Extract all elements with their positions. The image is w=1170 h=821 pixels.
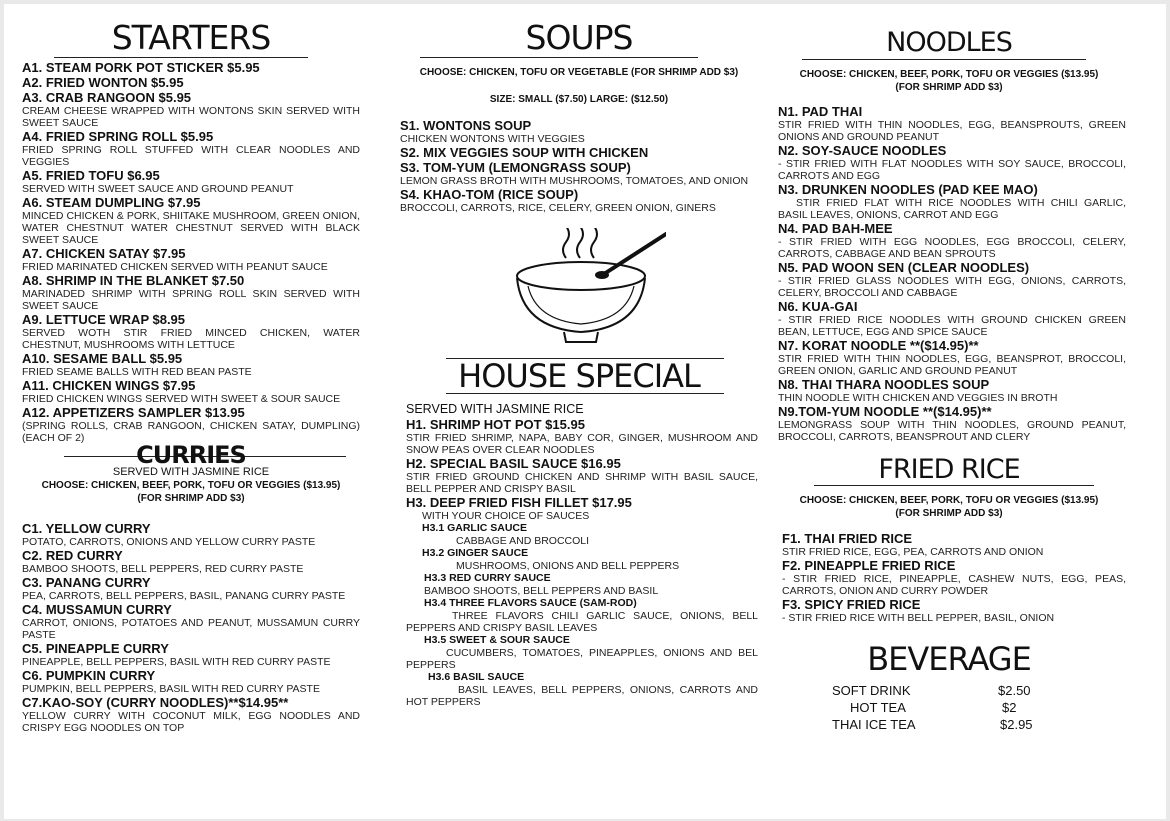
menu-item (400, 118, 758, 145)
menu-item (22, 195, 360, 246)
sauce-item (406, 547, 758, 572)
item-desc: SERVED WOTH STIR FRIED MINCED CHICKEN, WATER CHESTNUT, MUSHROOMS WITH LETTUCE (22, 327, 360, 351)
menu-item (406, 456, 758, 495)
menu-item (778, 182, 1126, 221)
menu-item (22, 246, 360, 273)
menu-item (400, 187, 758, 214)
menu-item (778, 338, 1126, 377)
fried-rice-choose: CHOOSE: CHICKEN, BEEF, PORK, TOFU OR VEGGIES ($13.95) (799, 495, 1099, 506)
item-desc: CREAM CHEESE WRAPPED WITH WONTONS SKIN SERVED WITH SWEET SAUCE (22, 105, 360, 129)
item-name: C3. PANANG CURRY (22, 575, 151, 590)
menu-item (782, 531, 1126, 558)
starters-title: STARTERS (111, 18, 271, 57)
item-name: F3. SPICY FRIED RICE (782, 597, 921, 612)
item-name: A4. FRIED SPRING ROLL $5.95 (22, 129, 214, 144)
menu-item (778, 221, 1126, 260)
sauce-desc: MUSHROOMS, ONIONS AND BELL PEPPERS (456, 560, 680, 572)
column-middle (400, 4, 758, 708)
menu-sheet (4, 4, 1166, 819)
item-name: S4. KHAO-TOM (RICE SOUP) (400, 187, 579, 202)
item-name: H2. SPECIAL BASIL SAUCE $16.95 (406, 456, 621, 471)
item-name: A5. FRIED TOFU $6.95 (22, 168, 160, 183)
item-name: N7. KORAT NOODLE **($14.95)** (778, 338, 979, 353)
item-desc: STIR FRIED GROUND CHICKEN AND SHRIMP WITH BASIL SAUCE, BELL PEPPER AND CRISPY BASIL (406, 471, 758, 495)
menu-item (22, 405, 360, 444)
menu-item (400, 145, 758, 160)
menu-item (406, 417, 758, 456)
sauce-desc: CUCUMBERS, TOMATOES, PINEAPPLES, ONIONS AND BEL PEPPERS (406, 647, 758, 671)
item-desc: YELLOW CURRY WITH COCONUT MILK, EGG NOODLES AND CRISPY EGG NOODLES ON TOP (22, 710, 360, 734)
menu-item (22, 129, 360, 168)
item-name: H3. DEEP FRIED FISH FILLET $17.95 (406, 495, 632, 510)
column-left (22, 4, 360, 734)
sauce-name: H3.3 RED CURRY SAUCE (424, 572, 551, 584)
item-desc: FRIED CHICKEN WINGS SERVED WITH SWEET & SOUR SAUCE (22, 393, 341, 405)
fried-rice-shrimp: (FOR SHRIMP ADD $3) (895, 508, 1003, 519)
item-name: F2. PINEAPPLE FRIED RICE (782, 558, 956, 573)
sauce-name: H3.1 GARLIC SAUCE (422, 522, 528, 534)
item-desc: MINCED CHICKEN & PORK, SHIITAKE MUSHROOM, GREEN ONION, WATER CHESTNUT WATER CHESTNUT SERVED WITH BLACK SWEET SAUCE (22, 210, 360, 246)
sauce-item (406, 634, 758, 671)
item-desc: LEMONGRASS SOUP WITH THIN NOODLES, GROUND PEANUT, BROCCOLI, CARROTS, BEANSPROUT AND CLERY (778, 419, 1126, 443)
item-desc: POTATO, CARROTS, ONIONS AND YELLOW CURRY PASTE (22, 536, 316, 548)
item-name: A1. STEAM PORK POT STICKER $5.95 (22, 60, 260, 75)
item-desc: CARROT, ONIONS, POTATOES AND PEANUT, MUSSAMUN CURRY PASTE (22, 617, 360, 641)
beverage-list (772, 682, 1126, 736)
sauce-list (406, 522, 758, 708)
menu-item (406, 495, 758, 522)
sauce-desc: BAMBOO SHOOTS, BELL PEPPERS AND BASIL (424, 585, 659, 597)
item-name: N6. KUA-GAI (778, 299, 858, 314)
menu-item (778, 104, 1126, 143)
menu-item (22, 548, 360, 575)
menu-item (22, 521, 360, 548)
item-desc: STIR FRIED WITH THIN NOODLES, EGG, BEANSPROUTS, GREEN ONIONS AND GROUND PEANUT (778, 119, 1126, 143)
sauce-name: H3.2 GINGER SAUCE (422, 547, 529, 559)
item-desc: STIR FRIED FLAT WITH RICE NOODLES WITH CHILI GARLIC, BASIL LEAVES, ONIONS, CARROT AND EGG (778, 197, 1126, 221)
item-desc: CHICKEN WONTONS WITH VEGGIES (400, 133, 585, 145)
item-name: N2. SOY-SAUCE NOODLES (778, 143, 947, 158)
soups-choose: CHOOSE: CHICKEN, TOFU OR VEGETABLE (FOR SHRIMP ADD $3) (419, 67, 739, 78)
menu-item (22, 695, 360, 734)
menu-item (22, 602, 360, 641)
item-desc: - STIR FRIED WITH EGG NOODLES, EGG BROCCOLI, CELERY, CARROTS, CABBAGE AND BEAN SPROUTS (778, 236, 1126, 260)
item-name: A2. FRIED WONTON $5.95 (22, 75, 184, 90)
menu-item (22, 641, 360, 668)
curries-title: CURRIES (136, 441, 246, 469)
item-desc: - STIR FRIED WITH FLAT NOODLES WITH SOY SAUCE, BROCCOLI, CARROTS AND EGG (778, 158, 1126, 182)
menu-item (778, 143, 1126, 182)
menu-item (22, 75, 360, 90)
item-desc: - STIR FRIED GLASS NOODLES WITH EGG, ONIONS, CARROTS, CELERY, BROCCOLI AND CABBAGE (778, 275, 1126, 299)
item-desc: BAMBOO SHOOTS, BELL PEPPERS, RED CURRY PASTE (22, 563, 304, 575)
sauce-desc: BASIL LEAVES, BELL PEPPERS, ONIONS, CARROTS AND HOT PEPPERS (406, 684, 758, 708)
item-name: H1. SHRIMP HOT POT $15.95 (406, 417, 585, 432)
curries-choose: CHOOSE: CHICKEN, BEEF, PORK, TOFU OR VEGGIES ($13.95) (41, 480, 341, 491)
item-name: S2. MIX VEGGIES SOUP WITH CHICKEN (400, 145, 649, 160)
menu-item (782, 597, 1126, 624)
sauce-name: H3.4 THREE FLAVORS SAUCE (SAM-ROD) (424, 597, 637, 609)
item-name: A7. CHICKEN SATAY $7.95 (22, 246, 186, 261)
sauce-item (406, 597, 758, 634)
item-desc: PEA, CARROTS, BELL PEPPERS, BASIL, PANANG CURRY PASTE (22, 590, 346, 602)
beverage-price: $2.50 (998, 683, 1031, 698)
menu-item (22, 575, 360, 602)
item-desc: FRIED MARINATED CHICKEN SERVED WITH PEANUT SAUCE (22, 261, 328, 273)
soup-bowl-icon (506, 228, 666, 348)
item-name: C4. MUSSAMUN CURRY (22, 602, 172, 617)
item-name: N5. PAD WOON SEN (CLEAR NOODLES) (778, 260, 1030, 275)
starters-rule (54, 57, 308, 58)
item-desc: STIR FRIED RICE, EGG, PEA, CARROTS AND ONION (782, 546, 1044, 558)
menu-item (22, 668, 360, 695)
fried-rice-title: FRIED RICE (878, 454, 1020, 485)
soups-title: SOUPS (525, 18, 633, 57)
item-name: A6. STEAM DUMPLING $7.95 (22, 195, 201, 210)
beverage-name: HOT TEA (850, 700, 906, 715)
item-name: A3. CRAB RANGOON $5.95 (22, 90, 192, 105)
fried-rice-rule (814, 485, 1094, 486)
beverage-title: BEVERAGE (867, 640, 1031, 678)
sauce-name: H3.5 SWEET & SOUR SAUCE (424, 634, 570, 646)
house-served: SERVED WITH JASMINE RICE (406, 402, 584, 416)
item-name: A10. SESAME BALL $5.95 (22, 351, 183, 366)
house-title: HOUSE SPECIAL (458, 357, 700, 395)
item-desc: - STIR FRIED RICE WITH BELL PEPPER, BASIL, ONION (782, 612, 1055, 624)
item-name: A12. APPETIZERS SAMPLER $13.95 (22, 405, 245, 420)
menu-item (22, 378, 360, 405)
item-desc: PUMPKIN, BELL PEPPERS, BASIL WITH RED CURRY PASTE (22, 683, 320, 695)
beverage-price: $2 (1002, 700, 1017, 715)
item-name: N4. PAD BAH-MEE (778, 221, 893, 236)
soups-size: SIZE: SMALL ($7.50) LARGE: ($12.50) (489, 94, 669, 105)
item-name: A8. SHRIMP IN THE BLANKET $7.50 (22, 273, 245, 288)
noodles-choose: CHOOSE: CHICKEN, BEEF, PORK, TOFU OR VEGGIES ($13.95) (799, 69, 1099, 80)
item-desc: FRIED SPRING ROLL STUFFED WITH CLEAR NOODLES AND VEGGIES (22, 144, 360, 168)
fried-rice-list (772, 531, 1126, 624)
item-desc: PINEAPPLE, BELL PEPPERS, BASIL WITH RED CURRY PASTE (22, 656, 331, 668)
item-name: C7.KAO-SOY (CURRY NOODLES)**$14.95** (22, 695, 289, 710)
item-desc: - STIR FRIED RICE NOODLES WITH GROUND CHICKEN GREEN BEAN, LETTUCE, EGG AND SPICE SAUCE (778, 314, 1126, 338)
menu-item (400, 160, 758, 187)
menu-item (778, 404, 1126, 443)
menu-item (22, 168, 360, 195)
sauce-desc: CABBAGE AND BROCCOLI (456, 535, 590, 547)
item-name: S1. WONTONS SOUP (400, 118, 532, 133)
item-name: C2. RED CURRY (22, 548, 123, 563)
item-desc: THIN NOODLE WITH CHICKEN AND VEGGIES IN BROTH (778, 392, 1058, 404)
curries-list (22, 521, 360, 734)
item-name: A9. LETTUCE WRAP $8.95 (22, 312, 186, 327)
sauce-desc: THREE FLAVORS CHILI GARLIC SAUCE, ONIONS, BELL PEPPERS AND CRISPY BASIL LEAVES (406, 610, 758, 634)
menu-item (778, 377, 1126, 404)
sauce-item (406, 671, 758, 708)
menu-item (22, 312, 360, 351)
menu-item (22, 273, 360, 312)
item-name: N3. DRUNKEN NOODLES (PAD KEE MAO) (778, 182, 1038, 197)
soups-rule (420, 57, 698, 58)
item-desc: SERVED WITH SWEET SAUCE AND GROUND PEANUT (22, 183, 294, 195)
menu-item (22, 60, 360, 75)
item-desc: BROCCOLI, CARROTS, RICE, CELERY, GREEN ONION, GINERS (400, 202, 716, 214)
noodles-rule (802, 59, 1086, 60)
item-name: N9.TOM-YUM NOODLE **($14.95)** (778, 404, 992, 419)
item-name: N1. PAD THAI (778, 104, 863, 119)
item-name: C6. PUMPKIN CURRY (22, 668, 156, 683)
menu-item (778, 299, 1126, 338)
starters-list (22, 60, 360, 444)
item-desc: LEMON GRASS BROTH WITH MUSHROOMS, TOMATOES, AND ONION (400, 175, 749, 187)
menu-item (22, 351, 360, 378)
noodles-shrimp: (FOR SHRIMP ADD $3) (895, 82, 1003, 93)
house-list (400, 417, 758, 708)
item-name: F1. THAI FRIED RICE (782, 531, 913, 546)
menu-item (782, 558, 1126, 597)
column-right (772, 4, 1126, 736)
sauce-item (406, 572, 758, 597)
beverage-price: $2.95 (1000, 717, 1033, 732)
noodles-list (772, 104, 1126, 443)
menu-item (778, 260, 1126, 299)
sauce-name: H3.6 BASIL SAUCE (428, 671, 525, 683)
item-desc: STIR FRIED WITH THIN NOODLES, EGG, BEANSPROT, BROCCOLI, GREEN ONION, GARLIC AND GROUND PEANUT (778, 353, 1126, 377)
curries-shrimp: (FOR SHRIMP ADD $3) (137, 493, 245, 504)
curries-served: SERVED WITH JASMINE RICE (112, 466, 270, 478)
noodles-title: NOODLES (886, 27, 1012, 58)
item-name: S3. TOM-YUM (LEMONGRASS SOUP) (400, 160, 631, 175)
item-name: N8. THAI THARA NOODLES SOUP (778, 377, 990, 392)
item-desc: WITH YOUR CHOICE OF SAUCES (422, 510, 590, 522)
item-name: A11. CHICKEN WINGS $7.95 (22, 378, 196, 393)
item-desc: (SPRING ROLLS, CRAB RANGOON, CHICKEN SATAY, DUMPLING)(EACH OF 2) (22, 420, 360, 444)
menu-item (22, 90, 360, 129)
item-desc: - STIR FRIED RICE, PINEAPPLE, CASHEW NUTS, EGG, PEAS, CARROTS, ONION AND CURRY POWDER (782, 573, 1126, 597)
item-name: C1. YELLOW CURRY (22, 521, 151, 536)
soups-list (400, 118, 758, 214)
item-desc: MARINADED SHRIMP WITH SPRING ROLL SKIN SERVED WITH SWEET SAUCE (22, 288, 360, 312)
item-name: C5. PINEAPPLE CURRY (22, 641, 169, 656)
item-desc: STIR FRIED SHRIMP, NAPA, BABY COR, GINGER, MUSHROOM AND SNOW PEAS OVER CLEAR NOODLES (406, 432, 758, 456)
beverage-name: THAI ICE TEA (832, 717, 916, 732)
sauce-item (406, 522, 758, 547)
beverage-name: SOFT DRINK (832, 683, 911, 698)
item-desc: FRIED SEAME BALLS WITH RED BEAN PASTE (22, 366, 252, 378)
